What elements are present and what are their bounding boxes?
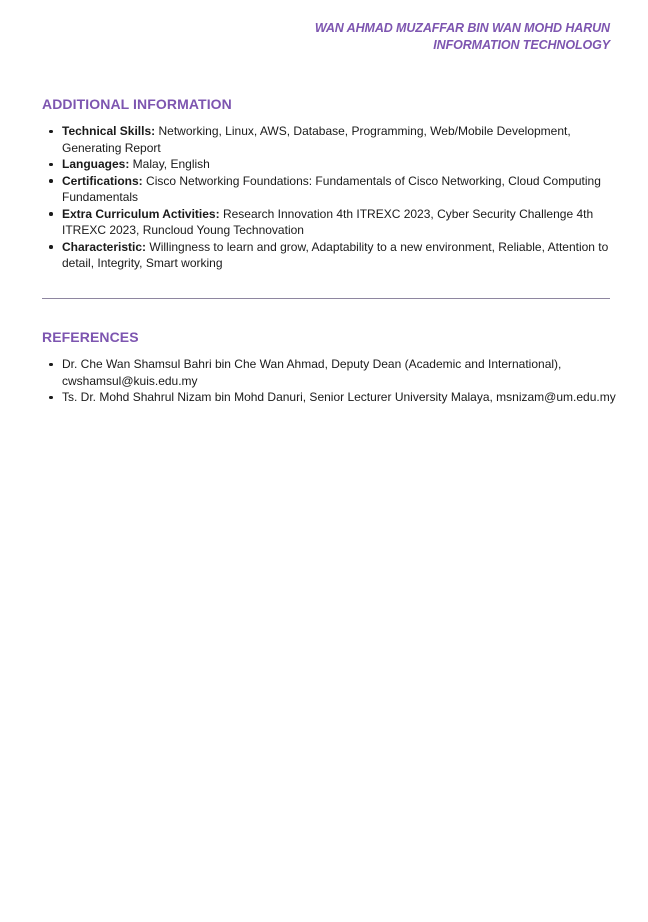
list-item-languages	[62, 156, 632, 173]
references-heading: REFERENCES	[42, 329, 139, 345]
list-item-technical-skills	[62, 123, 632, 156]
item-label: Extra Curriculum Activities:	[62, 206, 220, 221]
item-text: Research Innovation 4th ITREXC 2023, Cyber Security Challenge 4th ITREXC 2023, Runcloud Young Technovation	[62, 206, 594, 237]
references-list	[42, 356, 632, 406]
item-label: Technical Skills:	[62, 124, 156, 138]
additional-information-heading: ADDITIONAL INFORMATION	[42, 96, 232, 112]
item-text: Malay, English	[129, 157, 210, 171]
reference-item: Ts. Dr. Mohd Shahrul Nizam bin Mohd Danuri, Senior Lecturer University Malaya, msnizam@um.edu.my	[62, 389, 632, 406]
list-item-certifications	[62, 173, 632, 206]
program-name: INFORMATION TECHNOLOGY	[433, 38, 610, 52]
list-item-extra-curriculum	[62, 206, 632, 239]
reference-item: Dr. Che Wan Shamsul Bahri bin Che Wan Ahmad, Deputy Dean (Academic and International), cwshamsul@kuis.edu.my	[62, 356, 632, 389]
item-text: Networking, Linux, AWS, Database, Programming, Web/Mobile Development, Generating Report	[62, 124, 571, 155]
item-text: Willingness to learn and grow, Adaptability to a new environment, Reliable, Attention to detail, Integrity, Smart working	[62, 239, 609, 270]
item-text: Cisco Networking Foundations: Fundamentals of Cisco Networking, Cloud Computing Fundamentals	[62, 173, 601, 204]
candidate-name: WAN AHMAD MUZAFFAR BIN WAN MOHD HARUN	[314, 21, 610, 35]
section-divider	[42, 298, 610, 299]
list-item-characteristic	[62, 239, 632, 272]
item-label: Characteristic:	[62, 239, 147, 254]
item-label: Languages:	[62, 157, 130, 171]
additional-information-list	[42, 123, 632, 272]
page-header	[315, 20, 610, 54]
item-label: Certifications:	[62, 173, 143, 188]
